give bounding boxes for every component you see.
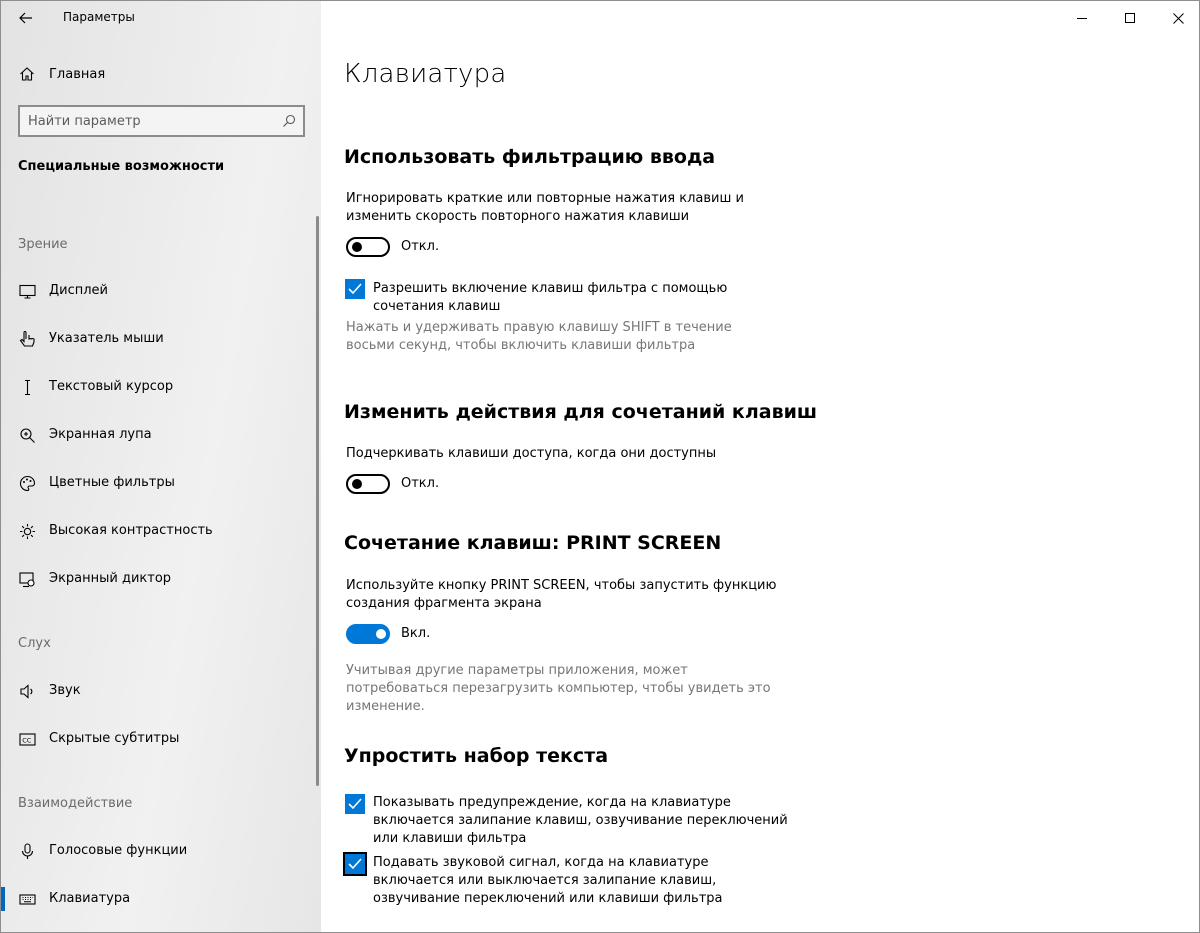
sidebar-item-label: Голосовые функции <box>49 843 188 858</box>
sidebar-item-keyboard[interactable] <box>1 879 317 919</box>
checkmark-icon <box>348 858 362 870</box>
typing-heading: Упростить набор текста <box>344 745 609 767</box>
show-warning-label: Показывать предупреждение, когда на клавиатуре включается залипание клавиш, озвучивание переключений или клавиши фильтра <box>373 795 788 846</box>
toggle-knob <box>376 629 386 639</box>
magnifier-icon <box>19 427 36 444</box>
search-input[interactable] <box>28 112 278 130</box>
filter-keys-description: Игнорировать краткие или повторные нажатия клавиш и изменить скорость повторного нажатия клавиши <box>346 191 744 224</box>
group-label-vision: Зрение <box>18 237 68 252</box>
maximize-icon <box>1125 13 1135 23</box>
microphone-icon <box>19 843 36 860</box>
group-label-hearing: Слух <box>18 636 51 651</box>
monitor-icon <box>19 283 36 300</box>
underline-access-keys-toggle[interactable] <box>346 474 390 494</box>
app-title: Параметры <box>63 10 135 24</box>
palette-icon <box>19 475 36 492</box>
sidebar-item-label: Экранная лупа <box>49 427 152 442</box>
narrator-icon <box>19 571 36 588</box>
filter-keys-toggle-state: Откл. <box>401 239 440 254</box>
home-link[interactable] <box>1 57 321 93</box>
print-screen-description: Используйте кнопку PRINT SCREEN, чтобы запустить функцию создания фрагмента экрана <box>346 578 777 611</box>
sidebar-item-speech[interactable] <box>1 831 317 871</box>
underline-access-keys-toggle-state: Откл. <box>401 476 440 491</box>
search-icon[interactable] <box>282 114 296 128</box>
sidebar-item-label: Дисплей <box>49 283 109 298</box>
sidebar-item-magnifier[interactable] <box>1 415 317 455</box>
sidebar-item-text-cursor[interactable] <box>1 367 317 407</box>
filter-keys-shortcut-checkbox[interactable] <box>345 279 365 299</box>
filter-keys-toggle[interactable] <box>346 237 390 257</box>
sidebar-item-mouse-pointer[interactable] <box>1 319 317 359</box>
filter-keys-shortcut-label: Разрешить включение клавиш фильтра с помощью сочетания клавиш <box>373 281 728 314</box>
section-title: Специальные возможности <box>18 159 225 174</box>
print-screen-toggle-state: Вкл. <box>401 626 431 641</box>
sidebar-item-display[interactable] <box>1 271 317 311</box>
sidebar-item-label: Текстовый курсор <box>49 379 174 394</box>
sidebar-scrollbar[interactable] <box>316 216 319 786</box>
mouse-pointer-icon <box>19 331 36 348</box>
close-icon <box>1173 13 1184 24</box>
minimize-icon <box>1077 13 1087 23</box>
sidebar-item-sound[interactable] <box>1 671 317 711</box>
shortcuts-heading: Изменить действия для сочетаний клавиш <box>344 401 818 423</box>
checkmark-icon <box>348 283 362 295</box>
checkmark-icon <box>348 798 362 810</box>
minimize-button[interactable] <box>1059 1 1105 35</box>
print-screen-toggle[interactable] <box>346 624 390 644</box>
arrow-left-icon <box>19 12 33 24</box>
filter-keys-heading: Использовать фильтрацию ввода <box>344 146 716 168</box>
sidebar-item-label: Звук <box>49 683 81 698</box>
sidebar-item-captions[interactable] <box>1 719 317 759</box>
show-warning-checkbox[interactable] <box>345 794 365 814</box>
main-content <box>321 1 1200 933</box>
svg-text:CC: CC <box>22 736 32 745</box>
captions-icon <box>19 731 36 748</box>
text-cursor-icon <box>19 379 36 396</box>
print-screen-hint: Учитывая другие параметры приложения, может потребоваться перезагрузить компьютер, чтобы увидеть это изменение. <box>346 663 771 714</box>
toggle-knob <box>352 479 362 489</box>
filter-keys-shortcut-hint: Нажать и удерживать правую клавишу SHIFT в течение восьми секунд, чтобы включить клавиши фильтра <box>346 320 732 353</box>
speaker-icon <box>19 683 36 700</box>
sidebar-item-label: Указатель мыши <box>49 331 164 346</box>
sidebar-item-narrator[interactable] <box>1 559 317 599</box>
keyboard-icon <box>19 891 36 908</box>
sidebar-item-high-contrast[interactable] <box>1 511 317 551</box>
toggle-knob <box>352 242 362 252</box>
play-sound-checkbox[interactable] <box>345 854 365 874</box>
close-button[interactable] <box>1155 1 1200 35</box>
maximize-button[interactable] <box>1107 1 1153 35</box>
sidebar-item-label: Скрытые субтитры <box>49 731 180 746</box>
page-title: Клавиатура <box>344 59 507 89</box>
sidebar-item-label: Клавиатура <box>49 891 131 906</box>
sidebar-item-label: Высокая контрастность <box>49 523 213 538</box>
sun-icon <box>19 523 36 540</box>
back-button[interactable] <box>11 7 41 29</box>
sidebar-item-label: Цветные фильтры <box>49 475 175 490</box>
print-screen-heading: Сочетание клавиш: PRINT SCREEN <box>344 532 722 554</box>
home-label: Главная <box>49 67 106 82</box>
titlebar <box>1 1 321 35</box>
play-sound-label: Подавать звуковой сигнал, когда на клавиатуре включается или выключается залипание клавиш, озвучивание переключений или клавиши фильтра <box>373 855 723 906</box>
shortcuts-description: Подчеркивать клавиши доступа, когда они доступны <box>346 446 717 461</box>
group-label-interaction: Взаимодействие <box>18 796 133 811</box>
sidebar-item-color-filters[interactable] <box>1 463 317 503</box>
search-box[interactable] <box>18 105 305 137</box>
sidebar <box>1 1 321 933</box>
home-icon <box>19 66 35 82</box>
sidebar-item-label: Экранный диктор <box>49 571 172 586</box>
